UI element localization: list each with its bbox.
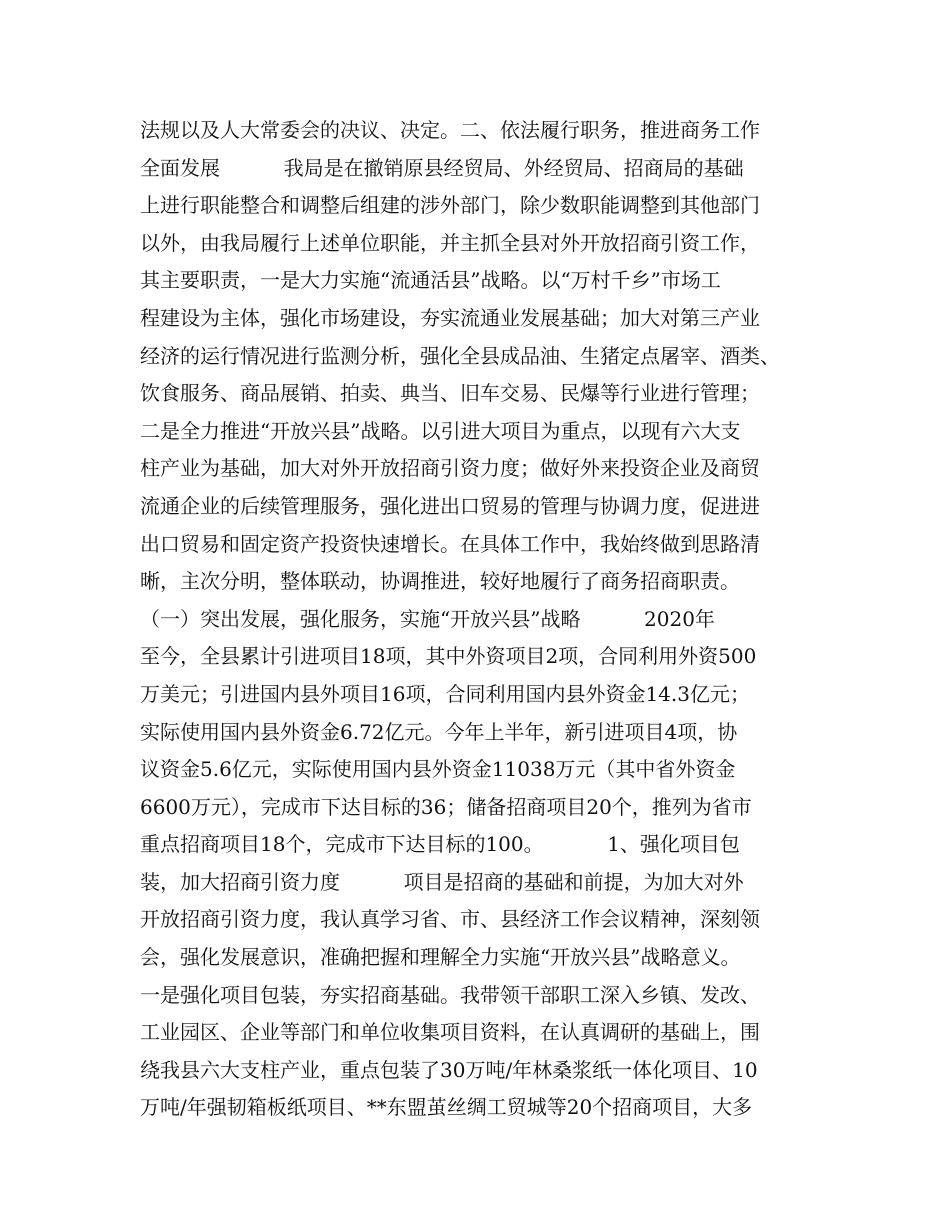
text-line: 万美元；引进国内县外项目16项，合同利用国内县外资金14.3亿元；: [140, 681, 750, 706]
text-line: 程建设为主体，强化市场建设，夯实流通业发展基础；加大对第三产业: [140, 305, 760, 330]
text-line: 其主要职责，一是大力实施“流通活县”战略。以“万村千乡”市场工: [140, 268, 721, 293]
text-line: 万吨/年强韧箱板纸项目、**东盟茧丝绸工贸城等20个招商项目，大多: [140, 1095, 753, 1120]
text-line: 装，加大招商引资力度 项目是招商的基础和前提，为加大对外: [140, 869, 744, 894]
text-line: 以外，由我局履行上述单位职能，并主抓全县对外开放招商引资工作，: [140, 230, 760, 255]
document-body: [140, 112, 820, 1127]
text-line: 议资金5.6亿元，实际使用国内县外资金11038万元（其中省外资金: [140, 757, 736, 782]
text-line: （一）突出发展，强化服务，实施“开放兴县”战略 2020年: [140, 606, 715, 631]
text-line: 晰，主次分明，整体联动，协调推进，较好地履行了商务招商职责。: [140, 569, 740, 594]
text-line: 全面发展 我局是在撤销原县经贸局、外经贸局、招商局的基础: [140, 155, 744, 180]
text-line: 经济的运行情况进行监测分析，强化全县成品油、生猪定点屠宰、酒类、: [140, 343, 780, 368]
text-line: 二是全力推进“开放兴县”战略。以引进大项目为重点，以现有六大支: [140, 418, 741, 443]
text-line: 重点招商项目18个，完成市下达目标的100。 1、强化项目包: [140, 832, 740, 857]
text-line: 至今，全县累计引进项目18项，其中外资项目2项，合同利用外资500: [140, 644, 757, 669]
text-line: 出口贸易和固定资产投资快速增长。在具体工作中，我始终做到思路清: [140, 531, 760, 556]
text-line: 流通企业的后续管理服务，强化进出口贸易的管理与协调力度，促进进: [140, 493, 760, 518]
text-line: 绕我县六大支柱产业，重点包装了30万吨/年林桑浆纸一体化项目、10: [140, 1057, 758, 1082]
text-line: 柱产业为基础，加大对外开放招商引资力度；做好外来投资企业及商贸: [140, 456, 760, 481]
text-line: 上进行职能整合和调整后组建的涉外部门，除少数职能调整到其他部门: [140, 193, 760, 218]
text-line: 一是强化项目包装，夯实招商基础。我带领干部职工深入乡镇、发改、: [140, 982, 760, 1007]
text-line: 饮食服务、商品展销、拍卖、典当、旧车交易、民爆等行业进行管理；: [140, 381, 760, 406]
text-line: 实际使用国内县外资金6.72亿元。今年上半年，新引进项目4项，协: [140, 719, 738, 744]
text-line: 法规以及人大常委会的决议、决定。二、依法履行职务，推进商务工作: [140, 118, 760, 142]
text-line: 开放招商引资力度，我认真学习省、市、县经济工作会议精神，深刻领: [140, 907, 760, 932]
text-line: 6600万元），完成市下达目标的36；储备招商项目20个，推列为省市: [140, 794, 752, 819]
text-line: 会，强化发展意识，准确把握和理解全力实施“开放兴县”战略意义。: [140, 945, 741, 970]
text-line: 工业园区、企业等部门和单位收集项目资料，在认真调研的基础上，围: [140, 1020, 760, 1045]
